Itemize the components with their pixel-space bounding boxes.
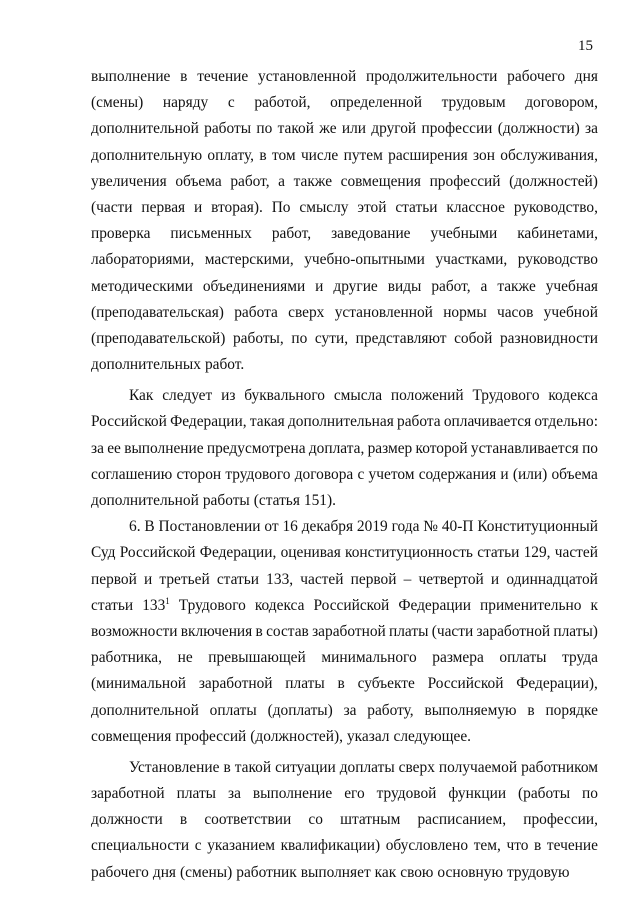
word: соответствии: [204, 811, 292, 829]
word: свою: [400, 863, 434, 881]
word: (работы: [518, 785, 571, 803]
word: специальности: [91, 837, 190, 855]
word: дополнительной: [91, 120, 199, 138]
word: следующее.: [393, 727, 472, 745]
word: заработной: [312, 622, 386, 640]
word: с: [194, 837, 202, 855]
word: 6.: [129, 518, 141, 536]
word: собой: [454, 329, 493, 347]
word: тем,: [473, 837, 501, 855]
text-line: [91, 221, 598, 247]
text-line: [91, 593, 598, 619]
word: которой: [415, 439, 468, 457]
word: третьей: [159, 570, 210, 588]
word: в: [337, 675, 345, 693]
word: обусловлено: [385, 837, 469, 855]
word: трудовой: [376, 785, 437, 803]
word: проверка: [91, 225, 151, 243]
word: размера: [432, 649, 484, 667]
word: превышающей: [208, 649, 306, 667]
word: или: [341, 120, 366, 138]
word: выполняемую: [424, 701, 517, 719]
word: (части: [91, 198, 133, 216]
word: Федерации: [398, 596, 471, 614]
word: порядке: [545, 701, 598, 719]
word: отдельно:: [534, 413, 598, 431]
text-line: [91, 383, 598, 409]
text-line: [91, 860, 598, 886]
text-line: [91, 619, 598, 645]
word: числе: [300, 146, 339, 164]
word: его: [344, 785, 365, 803]
word: письменных: [170, 225, 252, 243]
word: учебная: [545, 277, 598, 295]
word: частей: [300, 570, 344, 588]
word: в: [259, 146, 267, 164]
word: заведование: [331, 225, 411, 243]
word: первая: [141, 198, 186, 216]
word: с: [227, 94, 235, 112]
text-line: [91, 724, 598, 750]
text-line: [91, 755, 598, 781]
word: и: [194, 198, 203, 216]
word: за: [343, 701, 357, 719]
text-line: [91, 462, 598, 488]
word: оплаты: [499, 649, 547, 667]
word: платы: [389, 622, 429, 640]
word: дополнительной: [91, 701, 199, 719]
word: по: [582, 785, 598, 803]
word: такая: [249, 413, 285, 431]
word: Федерации,: [199, 544, 277, 562]
word: труда: [562, 649, 598, 667]
word: платы: [176, 785, 217, 803]
word: договором,: [525, 94, 598, 112]
text-line: [91, 169, 598, 195]
word: другие: [333, 277, 378, 295]
word: профессии: [421, 120, 493, 138]
word: сути,: [314, 329, 349, 347]
word: $133^1$: [142, 595, 170, 614]
word: расширения: [388, 146, 468, 164]
word: основную: [437, 863, 503, 881]
word: совмещения: [91, 727, 172, 745]
text-line: [91, 514, 598, 540]
word: (статья: [253, 492, 300, 509]
word: трудовым: [441, 94, 506, 112]
word: дополнительная: [287, 413, 394, 431]
word: субъекте: [357, 675, 415, 693]
word: кодекса: [548, 387, 598, 405]
word: работ.: [204, 356, 245, 374]
word: работника,: [91, 649, 162, 667]
word: дня: [152, 863, 177, 881]
word: года: [391, 518, 420, 536]
word: В: [144, 518, 155, 536]
text-line: [91, 540, 598, 566]
text-line: [91, 300, 598, 326]
word: и: [315, 277, 324, 295]
word: работы: [202, 492, 250, 509]
word: от: [264, 518, 279, 536]
word: лабораториями,: [91, 251, 195, 269]
word: а: [480, 277, 488, 295]
text-line: [91, 807, 598, 833]
page-number: 15: [578, 38, 593, 54]
text-line: [91, 64, 598, 90]
word: трудовую: [506, 863, 570, 881]
word: статьи: [477, 544, 520, 562]
word: дополнительную: [91, 146, 203, 164]
text-line: [91, 698, 598, 724]
word: в: [527, 701, 535, 719]
word: 129,: [523, 544, 551, 562]
word: выполнение: [124, 439, 204, 457]
text-line: [91, 90, 598, 116]
word: сверх: [288, 303, 325, 321]
word: за: [227, 785, 241, 803]
word: Трудового: [472, 387, 540, 405]
word: четвертой: [418, 570, 484, 588]
word: соглашению: [91, 465, 173, 483]
word: 16: [282, 518, 298, 536]
word: получаемой: [438, 758, 518, 776]
word: функции: [448, 785, 507, 803]
word: смыслу: [299, 198, 349, 216]
text-line: [91, 833, 598, 859]
word: устанавливается: [470, 439, 579, 457]
word: заработной: [198, 675, 273, 693]
word: установленной: [258, 68, 357, 85]
word: что: [506, 837, 529, 855]
word: статьи: [216, 570, 260, 588]
word: дополнительной: [91, 492, 199, 509]
word: указанием: [207, 837, 275, 855]
word: Федерации),: [516, 675, 598, 693]
word: Российской: [313, 596, 390, 614]
text-line: [91, 195, 598, 221]
text-line: [91, 488, 598, 514]
word: первой: [91, 570, 137, 588]
word: выполнение: [91, 68, 171, 85]
word: сверх: [398, 758, 435, 776]
word: доплата,: [308, 439, 365, 457]
word: указал: [346, 727, 390, 745]
word: работник: [236, 863, 297, 881]
word: работу,: [367, 701, 414, 719]
word: применительно: [480, 596, 582, 614]
word: возможности: [91, 622, 178, 640]
word: Федерации,: [170, 413, 247, 431]
word: работой,: [254, 94, 311, 112]
word: (минимальной: [91, 675, 187, 693]
word: смысла: [333, 387, 383, 405]
word: предусмотрена: [206, 439, 306, 457]
word: в: [180, 68, 188, 85]
word: Как: [129, 387, 154, 405]
word: зон: [473, 146, 495, 164]
word: работником: [521, 758, 598, 776]
word: по: [256, 120, 273, 138]
word: 151).: [303, 492, 336, 509]
word: оценивая: [280, 544, 341, 562]
word: (должности): [497, 120, 580, 138]
word: руководство,: [513, 198, 598, 216]
word: расписанием,: [417, 811, 507, 829]
word: –: [403, 570, 412, 588]
word: за: [91, 439, 104, 457]
word: (преподавательской): [91, 329, 226, 347]
word: выполнение: [252, 785, 333, 803]
word: статьи: [395, 198, 438, 216]
word: заработной: [91, 785, 165, 803]
word: разновидности: [499, 329, 598, 347]
word: этой: [357, 198, 387, 216]
word: профессий: [175, 727, 247, 745]
word: частей: [554, 544, 598, 562]
word: По: [271, 198, 291, 216]
word: работа: [397, 413, 441, 431]
word: продолжительности: [365, 68, 498, 85]
word: ее: [107, 439, 121, 457]
word: такой: [277, 120, 314, 138]
word: по: [291, 329, 308, 347]
word: содержания: [418, 465, 497, 483]
word: же: [319, 120, 337, 138]
word: как: [374, 863, 397, 881]
word: том: [271, 146, 296, 164]
text-line: [91, 352, 598, 378]
word: трудового: [225, 465, 291, 483]
word: положений: [390, 387, 464, 405]
word: а: [278, 172, 285, 190]
text-line: [91, 326, 598, 352]
word: в: [179, 811, 188, 829]
word: учетом: [368, 465, 415, 483]
word: декабря: [301, 518, 354, 536]
word: заработной: [476, 622, 551, 640]
text-line: [91, 274, 598, 300]
word: кабинетами,: [517, 225, 598, 243]
word: 133,: [266, 570, 294, 588]
word: в: [534, 837, 542, 855]
word: Российской: [91, 413, 167, 431]
word: в: [223, 758, 231, 776]
word: сторон: [176, 465, 222, 483]
word: работ,: [271, 225, 312, 243]
word: кодекса: [254, 596, 305, 614]
word: Суд: [91, 544, 116, 562]
text-line: [91, 567, 598, 593]
word: Установление: [129, 758, 220, 776]
word: не: [177, 649, 193, 667]
word: статьи: [91, 596, 134, 614]
word: штатным: [340, 811, 401, 829]
paragraph: [91, 755, 598, 886]
paragraph: [91, 64, 598, 378]
word: следует: [162, 387, 213, 405]
word: 2019: [356, 518, 388, 536]
word: минимального: [321, 649, 417, 667]
word: методическими: [91, 277, 193, 295]
word: нормы: [443, 303, 487, 321]
word: дополнительных: [91, 356, 201, 374]
word: 40-П: [441, 518, 474, 536]
word: включения: [180, 622, 253, 640]
word: работы: [204, 120, 252, 138]
word: и: [500, 465, 509, 483]
word: объема: [551, 465, 598, 483]
word: профессии,: [523, 811, 598, 829]
word: путем: [343, 146, 383, 164]
word: часов: [496, 303, 534, 321]
word: Постановлении: [158, 518, 261, 536]
word: совмещения: [340, 172, 421, 190]
word: учебной: [543, 303, 598, 321]
text-line: [91, 409, 598, 435]
word: конституционность: [345, 544, 473, 562]
word: рабочего: [507, 68, 566, 85]
word: рабочего: [91, 863, 149, 881]
paragraph: [91, 383, 598, 514]
word: работ,: [431, 277, 471, 295]
word: договора: [294, 465, 354, 483]
word: течение: [546, 837, 598, 855]
word: в: [255, 622, 263, 640]
word: представляют: [355, 329, 447, 347]
word: также: [293, 172, 333, 190]
word: с: [357, 465, 365, 483]
word: из: [221, 387, 236, 405]
word: платы: [285, 675, 325, 693]
word: дня: [574, 68, 598, 85]
word: виды: [387, 277, 422, 295]
word: такой: [234, 758, 272, 776]
word: №: [423, 518, 438, 536]
word: квалификации): [280, 837, 381, 855]
word: объема: [175, 172, 222, 190]
word: вторая).: [211, 198, 263, 216]
word: профессий: [429, 172, 501, 190]
word: доплаты: [339, 758, 395, 776]
word: буквального: [244, 387, 325, 405]
word: учебными: [430, 225, 498, 243]
word: течение: [197, 68, 249, 85]
word: (доплаты): [267, 701, 333, 719]
word: учебно-опытными: [304, 251, 425, 269]
word: (смены): [180, 863, 233, 881]
text-line: [91, 116, 598, 142]
word: (смены): [91, 94, 144, 112]
word: работ,: [230, 172, 270, 190]
word: работы,: [232, 329, 284, 347]
word: должности: [91, 811, 163, 829]
text-line: [91, 247, 598, 273]
word: ситуации: [275, 758, 336, 776]
text-line: [91, 436, 598, 462]
word: оплаты: [209, 701, 257, 719]
word: к: [590, 596, 598, 614]
word: классное: [446, 198, 505, 216]
word: и: [144, 570, 153, 588]
word: (части: [431, 622, 474, 640]
word: участками,: [435, 251, 508, 269]
word: наряду: [162, 94, 209, 112]
word: размер: [367, 439, 413, 457]
word: оплату,: [207, 146, 254, 164]
word: первой: [350, 570, 397, 588]
word: Конституционный: [477, 518, 598, 536]
document-body: [91, 64, 598, 886]
word: (должностей): [509, 172, 598, 190]
word: (преподавательская): [91, 303, 224, 321]
word: определенной: [330, 94, 422, 112]
word: другой: [371, 120, 417, 138]
word: установленной: [334, 303, 433, 321]
word: обслуживания,: [500, 146, 598, 164]
word: платы): [553, 622, 598, 640]
word: со: [308, 811, 323, 829]
word: (или): [512, 465, 548, 483]
word: Российской: [427, 675, 504, 693]
word: Российской: [119, 544, 196, 562]
word: за: [585, 120, 598, 138]
paragraph: [91, 514, 598, 750]
word: увеличения: [91, 172, 167, 190]
word: по: [582, 439, 598, 457]
text-line: [91, 781, 598, 807]
text-line: [91, 645, 598, 671]
word: также: [497, 277, 536, 295]
word: оплачивается: [443, 413, 532, 431]
text-line: [91, 671, 598, 697]
word: одиннадцатой: [506, 570, 598, 588]
word: работа: [234, 303, 278, 321]
text-line: [91, 143, 598, 169]
word: Трудового: [178, 596, 246, 614]
word: и: [490, 570, 500, 588]
word: (должностей),: [250, 727, 343, 745]
word: руководство: [517, 251, 598, 269]
word: мастерскими,: [204, 251, 294, 269]
word: состав: [266, 622, 309, 640]
word: объединениями: [202, 277, 306, 295]
word: выполняет: [300, 863, 371, 881]
